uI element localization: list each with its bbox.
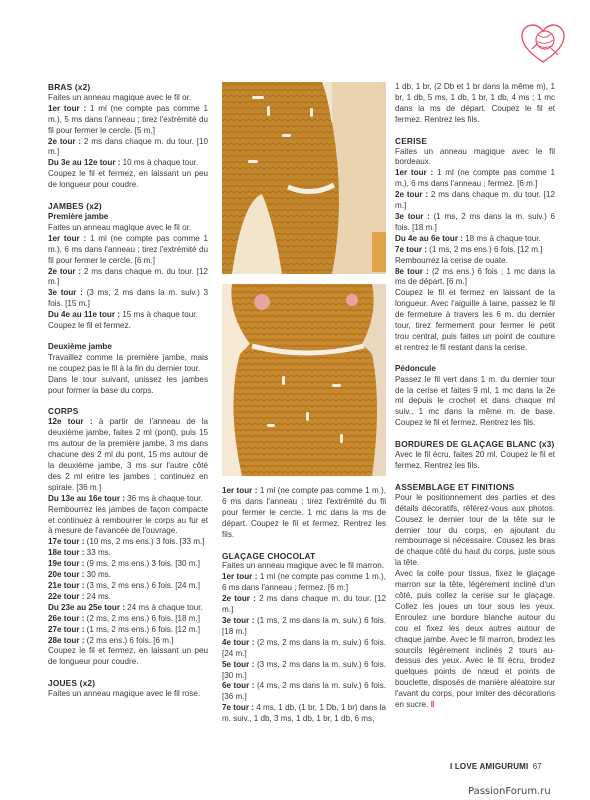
paragraph: Coupez le fil et fermez, en laissant un peu de longueur pour coudre. <box>48 169 208 190</box>
paragraph: Faites un anneau magique avec le fil rose. <box>48 689 201 699</box>
section-title: BORDURES DE GLAÇAGE BLANC (x3) <box>395 439 555 450</box>
round-line: 21e tour : (3 ms, 2 ms ens.) 6 fois. [24 m.] <box>48 580 201 590</box>
round-line: Du 13e au 16e tour : 36 ms à chaque tour. <box>48 493 203 503</box>
paragraph: Rembourrez les jambes de façon compacte et continuez à rembourrer le corps au fur et à mesure de l'avancée de l'ouvrage. <box>48 504 208 536</box>
round-line: 22e tour : 24 ms. <box>48 591 111 601</box>
round-line: 2e tour : 2 ms dans chaque m. du tour. [12 m.] <box>395 190 555 211</box>
round-line: 1er tour : 1 ml (ne compte pas comme 1 m.), 5 ms dans l'anneau ; tirez l'extrémité du fil pour fermer le cercle. [5 m.] <box>48 103 208 135</box>
round-line: 4e tour : (2 ms, 2 ms dans la m. suiv.) 6 fois. [24 m.] <box>222 637 386 658</box>
subsection-title: Première jambe <box>48 211 109 221</box>
section-title: GLAÇAGE CHOCOLAT <box>222 550 316 561</box>
round-line: Du 23e au 25e tour : 24 ms à chaque tour. <box>48 602 203 612</box>
round-line: 3e tour : (3 ms, 2 ms dans la m. suiv.) 3 fois. [15 m.] <box>48 288 209 309</box>
paragraph: Faites un anneau magique avec le fil or. <box>48 222 192 232</box>
paragraph: Travaillez comme la première jambe, mais ne coupez pas le fil à la fin du dernier tour. <box>48 352 208 373</box>
section-jambe-2 <box>48 342 208 397</box>
paragraph: Pour le positionnement des parties et des détails décoratifs, référez-vous aux photos. Cousez le dernier tour de la tête sur le dernier tour du corps, en ajoutant du rembourrage si nécessaire. Cousez les bras de chaque côté du haut du corps, juste sous la tête. <box>395 492 555 568</box>
round-line: Du 3e au 12e tour : 10 ms à chaque tour. <box>48 158 199 168</box>
paragraph: Coupez le fil et fermez en laissant de la longueur. Avec l'aiguille à laine, passez le fil de fermeture à travers les 6 m. du dernier tour, tirez fermement pour fermer le petit trou central, puis faites un point de couture et rentrez le fil restant dans la cerise. <box>395 288 555 352</box>
subsection-title: Pédoncule <box>395 363 436 373</box>
round-line: 27e tour : (1 ms, 2 ms ens.) 6 fois. [12 m.] <box>48 624 201 634</box>
page-footer <box>450 762 542 771</box>
round-line: 19e tour : (9 ms, 2 ms ens.) 3 fois. [30 m.] <box>48 559 201 569</box>
section-joues-cont <box>222 486 386 541</box>
round-line: 17e tour : (10 ms, 2 ms ens.) 3 fois. [33 m.] <box>48 537 205 547</box>
end-mark-icon: Ⅱ <box>430 700 435 710</box>
round-line: 1er tour : 1 ml (ne compte pas comme 1 m.), 6 ms dans l'anneau ; tirez l'extrémité du fil pour fermer le cercle. 1 mc dans la ms de départ. Coupez le fil et fermez. Rentrez les fils. <box>222 486 386 539</box>
round-line: 2e tour : 2 ms dans chaque m. du tour. [10 m.] <box>48 136 208 157</box>
paragraph: Coupez le fil et fermez, en laissant un peu de longueur pour coudre. <box>48 646 208 667</box>
magazine-name: I LOVE AMIGURUMI <box>450 762 529 771</box>
paragraph: Avec le fil écru, faites 20 ml. Coupez le fil et fermez. Rentrez les fils. <box>395 450 555 470</box>
section-bras <box>48 82 208 191</box>
round-line: 18e tour : 33 ms. <box>48 548 111 558</box>
text-column-middle <box>222 486 386 725</box>
photo-crochet-arm <box>222 82 386 274</box>
paragraph: Dans le tour suivant, unissez les jambes pour former la base du corps. <box>48 374 208 395</box>
section-assemblage <box>395 482 555 711</box>
section-title: CORPS <box>48 406 79 417</box>
paragraph: Rembourrez la cerise de ouate. <box>395 255 508 265</box>
section-title: JOUES (x2) <box>48 678 96 689</box>
section-corps <box>48 406 208 668</box>
round-line: 2e tour : 2 ms dans chaque m. du tour. [12 m.] <box>48 266 208 287</box>
round-line: Du 4e au 11e tour : 15 ms à chaque tour. <box>48 310 198 320</box>
round-line: 12e tour : à partir de l'anneau de la deuxième jambe, faites 2 ml (pont), puis 15 ms autour de la première jambe, 3 ms dans chacune des 2 ml du pont, 15 ms autour de la deuxième jambe, 3 ms sur l'autre côté des 2 ml entre les jambes ; continuez en spirale. [36 m.] <box>48 417 209 492</box>
paragraph: Faites un anneau magique avec le fil bordeaux. <box>395 146 555 167</box>
section-glacage-cont <box>395 82 555 126</box>
paragraph: Passez le fil vert dans 1 m. du dernier tour de la cerise et faites 9 ml, 1 mc dans la 2e ml depuis le crochet et dans chaque ml suiv., 1 mc dans la même m. de base. Coupez le fil et fermez. Rentrez les fils. <box>395 374 555 428</box>
subsection-title: Deuxième jambe <box>48 341 112 351</box>
round-line: 1er tour : 1 ml (ne compte pas comme 1 m.), 6 ms dans l'anneau ; fermez. [6 m.] <box>222 572 386 593</box>
text-column-left <box>48 82 208 700</box>
paragraph: Faites un anneau magique avec le fil marron. <box>222 561 384 571</box>
paragraph: Avec la colle pour tissus, fixez le glaçage marron sur la tête, légèrement incliné d'un côté, puis collez la cerise sur le glaçage. Collez les joues un tour sous les yeux. Enroulez une bordure blanche autour du cou et fixez les deux autres autour de chaque jambe. Avec le fil marron, brodez les sourcils légèrement inclinés 2 tours au-dessus des yeux. Avec le fil écru, brodez quelques points de nœud et points de bouclette, disposés de manière aléatoire sur l'avant du corps, pour imiter des décorations en sucre. Ⅱ <box>395 569 555 710</box>
section-bordures <box>395 439 555 472</box>
section-title: BRAS (x2) <box>48 82 91 92</box>
round-line: 26e tour : (2 ms, 2 ms ens.) 6 fois. [18 m.] <box>48 613 201 623</box>
section-jambes <box>48 201 208 332</box>
round-line: Du 4e au 6e tour : 18 ms à chaque tour. <box>395 233 541 243</box>
watermark: PassionForum.ru <box>468 786 551 797</box>
round-line: 5e tour : (3 ms, 2 ms dans la m. suiv.) 6 fois. [30 m.] <box>222 659 386 680</box>
paragraph: 1 db, 1 br, (2 Db et 1 br dans la même m), 1 br, 1 db, 5 ms, 1 db, 1 br, 1 db, 4 ms ; 1 mc dans la ms de départ. Coupez le fil et fermez. Rentrez les fils. <box>395 82 555 124</box>
round-line: 7e tour : (1 ms, 2 ms ens.) 6 fois. [12 m.] <box>395 244 543 254</box>
text-column-right <box>395 82 555 711</box>
photo-crochet-body <box>222 284 386 476</box>
round-line: 2e tour : 2 ms dans chaque m. du tour. [12 m.] <box>222 594 386 615</box>
round-line: 6e tour : (4 ms, 2 ms dans la m. suiv.) 6 fois. [36 m.] <box>222 681 386 702</box>
section-glacage <box>222 551 386 726</box>
section-title: JAMBES (x2) <box>48 201 102 212</box>
page-number: 67 <box>532 762 542 771</box>
round-line: 3e tour : (1 ms, 2 ms dans la m. suiv.) 6 fois. [18 m.] <box>395 211 556 232</box>
round-line: 8e tour : (2 ms ens.) 6 fois ; 1 mc dans la ms de départ. [6 m.] <box>395 266 555 287</box>
section-pedoncule <box>395 364 555 429</box>
round-line: 1er tour : 1 ml (ne compte pas comme 1 m.), 6 ms dans l'anneau ; fermez. [6 m.] <box>395 168 555 189</box>
paragraph: Coupez le fil et fermez. <box>48 321 131 331</box>
section-joues <box>48 678 208 700</box>
section-title: ASSEMBLAGE ET FINITIONS <box>395 481 515 492</box>
round-line: 28e tour : (2 ms ens.) 6 fois. [6 m.] <box>48 635 174 645</box>
round-line: 20e tour : 30 ms. <box>48 570 111 580</box>
round-line: 3e tour : (1 ms, 2 ms dans la m. suiv.) 6 fois. [18 m.] <box>222 615 386 636</box>
yarn-heart-logo-icon <box>518 18 568 68</box>
round-line: 7e tour : 4 ms, 1 db, (1 br, 1 Db, 1 br) dans la m. suiv., 1 db, 3 ms, 1 db, 1 br, 1 db, 6 ms, <box>222 703 386 724</box>
round-line: 1er tour : 1 ml (ne compte pas comme 1 m.), 6 ms dans l'anneau ; tirez l'extrémité du fil pour fermer le cercle. [6 m.] <box>48 233 208 265</box>
section-title: CERISE <box>395 135 428 146</box>
section-cerise <box>395 136 555 354</box>
paragraph: Faites un anneau magique avec le fil or. <box>48 92 192 102</box>
